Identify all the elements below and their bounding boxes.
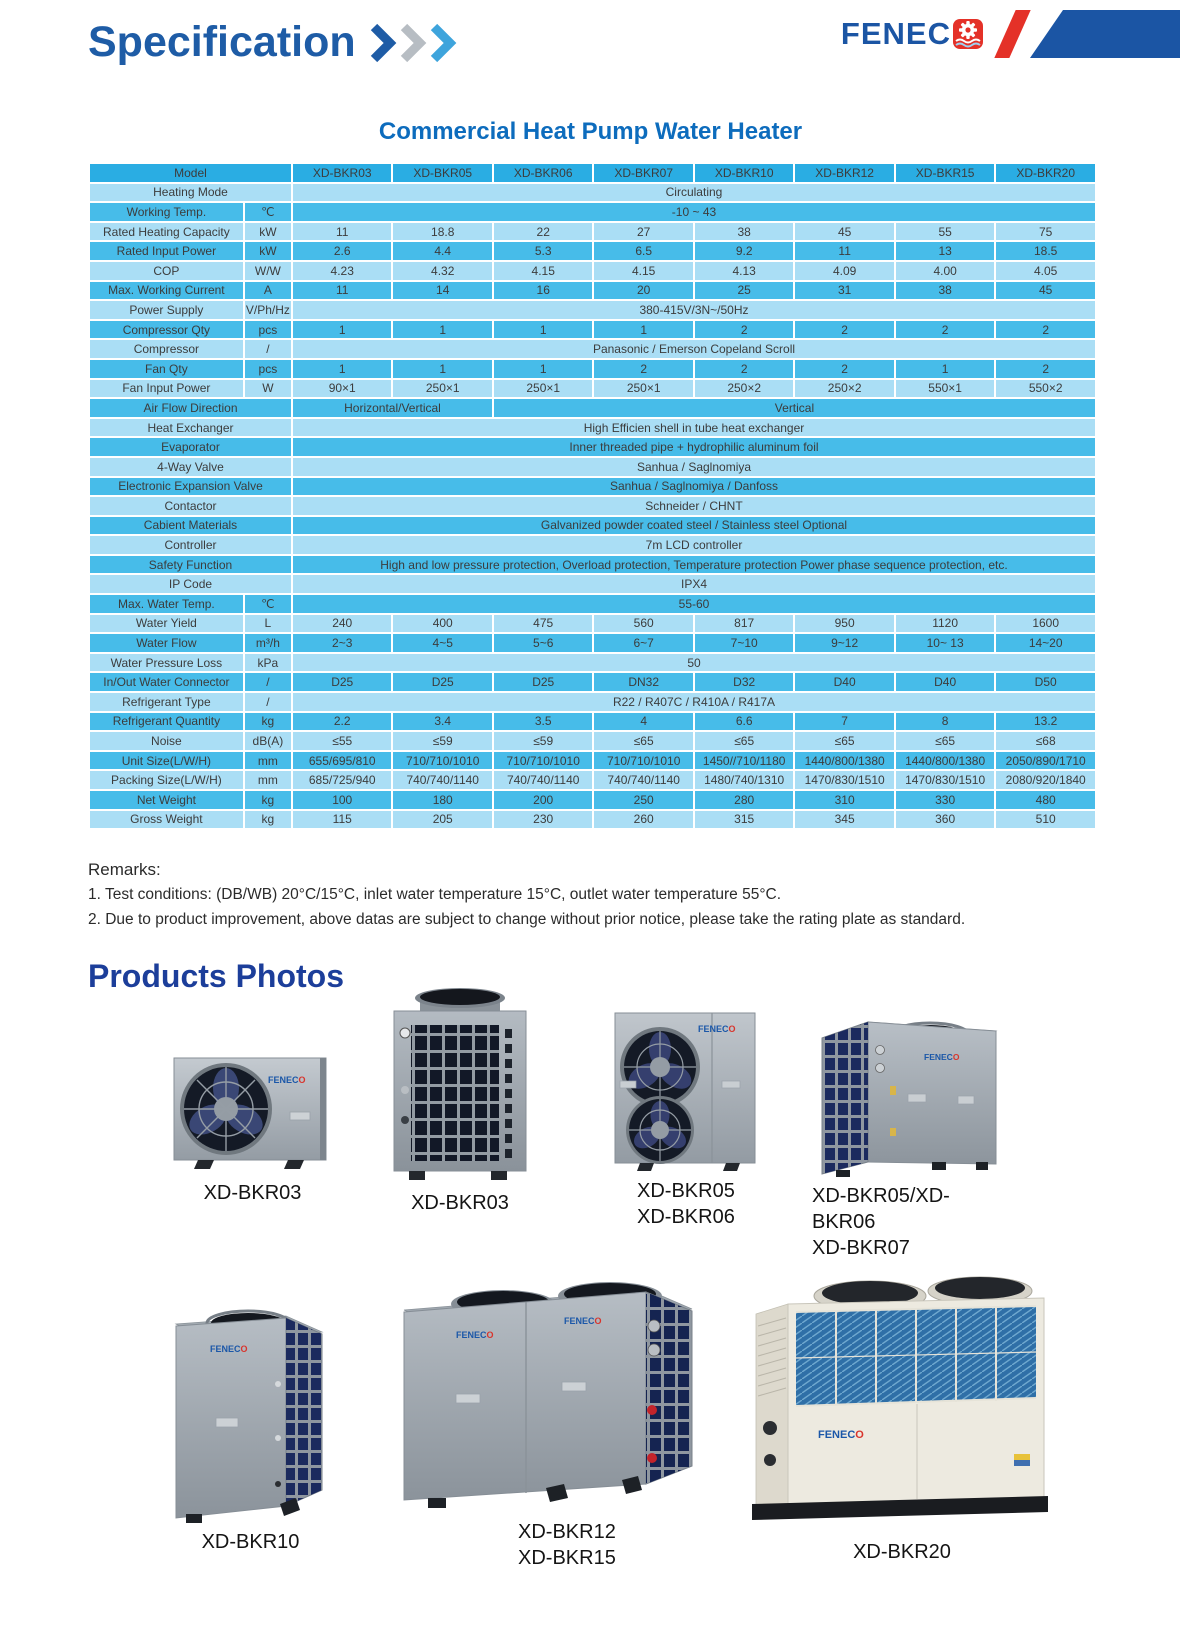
value-cell: ≤65: [896, 732, 994, 750]
value-cell: 510: [996, 811, 1095, 829]
photo-caption: XD-BKR10: [201, 1531, 300, 1553]
table-row: [90, 282, 1095, 300]
value-cell: D25: [393, 673, 491, 691]
value-cell: 1: [896, 360, 994, 378]
value-cell: 710/710/1010: [494, 752, 592, 770]
svg-text:FENECO: FENECO: [268, 1075, 306, 1085]
value-cell: 31: [795, 282, 893, 300]
value-cell: 90×1: [293, 380, 391, 398]
value-cell: 100: [293, 791, 391, 809]
value-cell: 240: [293, 615, 391, 633]
value-cell: 55-60: [293, 595, 1095, 613]
photo-caption: XD-BKR03: [411, 1192, 509, 1214]
value-cell: R22 / R407C / R410A / R417A: [293, 693, 1095, 711]
value-cell: 1: [293, 360, 391, 378]
product-photo-xd-bkr03-tower: [385, 985, 535, 1216]
photo-caption: XD-BKR20: [853, 1541, 951, 1563]
product-photo-xd-bkr10: [168, 1288, 333, 1555]
row-label: 4-Way Valve: [90, 458, 291, 476]
row-label: Fan Qty: [90, 360, 243, 378]
table-row: [90, 262, 1095, 280]
table-row: [90, 752, 1095, 770]
value-cell: 740/740/1140: [393, 771, 491, 789]
value-cell: D25: [494, 673, 592, 691]
row-label: Refrigerant Type: [90, 693, 243, 711]
value-cell: 11: [293, 282, 391, 300]
feneco-logo: [841, 8, 1180, 60]
table-row: [90, 438, 1095, 456]
value-cell: ≤59: [494, 732, 592, 750]
value-cell: 4.23: [293, 262, 391, 280]
value-cell: 250×2: [795, 380, 893, 398]
row-label: Max. Water Temp.: [90, 595, 243, 613]
value-cell: ≤65: [695, 732, 793, 750]
value-cell: 45: [996, 282, 1095, 300]
photo-caption: XD-BKR05/XD-BKR06 XD-BKR07: [812, 1185, 950, 1259]
value-cell: 9~12: [795, 634, 893, 652]
model-cell: XD-BKR10: [695, 164, 793, 182]
value-cell: ≤55: [293, 732, 391, 750]
value-cell: 710/710/1010: [594, 752, 692, 770]
value-cell: 2: [896, 321, 994, 339]
table-row: [90, 654, 1095, 672]
row-label: Electronic Expansion Valve: [90, 478, 291, 496]
heat-pump-illustration: [812, 998, 1002, 1178]
value-cell: 4.15: [594, 262, 692, 280]
value-cell: 4: [594, 713, 692, 731]
value-cell: 2: [996, 321, 1095, 339]
value-cell: 1600: [996, 615, 1095, 633]
value-cell: 9.2: [695, 242, 793, 260]
row-unit: ℃: [245, 595, 291, 613]
row-label: Refrigerant Quantity: [90, 713, 243, 731]
value-cell: 6~7: [594, 634, 692, 652]
value-cell: Schneider / CHNT: [293, 497, 1095, 515]
table-row: [90, 615, 1095, 633]
value-cell: 5.3: [494, 242, 592, 260]
row-unit: /: [245, 340, 291, 358]
logo-red-slash: [994, 10, 1030, 58]
row-unit: kPa: [245, 654, 291, 672]
value-cell: 310: [795, 791, 893, 809]
table-row: [90, 497, 1095, 515]
heat-pump-illustration: [385, 985, 535, 1185]
value-cell: 2.6: [293, 242, 391, 260]
value-cell: 4.32: [393, 262, 491, 280]
table-row: [90, 478, 1095, 496]
value-cell: 1120: [896, 615, 994, 633]
table-row: [90, 458, 1095, 476]
value-cell: 1480/740/1310: [695, 771, 793, 789]
table-row: [90, 340, 1095, 358]
value-cell: 4.4: [393, 242, 491, 260]
value-cell: 280: [695, 791, 793, 809]
row-label: In/Out Water Connector: [90, 673, 243, 691]
value-cell: 7m LCD controller: [293, 536, 1095, 554]
value-cell: 3.5: [494, 713, 592, 731]
value-cell: ≤65: [795, 732, 893, 750]
row-label: Fan Input Power: [90, 380, 243, 398]
value-cell: 250×2: [695, 380, 793, 398]
row-unit: ℃: [245, 203, 291, 221]
row-unit: pcs: [245, 321, 291, 339]
row-unit: pcs: [245, 360, 291, 378]
value-cell: 180: [393, 791, 491, 809]
value-cell: Inner threaded pipe + hydrophilic aluminum foil: [293, 438, 1095, 456]
svg-text:FENECO: FENECO: [924, 1052, 960, 1062]
value-cell: 205: [393, 811, 491, 829]
value-cell: 4~5: [393, 634, 491, 652]
svg-text:FENECO: FENECO: [818, 1429, 864, 1441]
logo-o-gear-icon: [953, 19, 983, 49]
row-label: Water Pressure Loss: [90, 654, 243, 672]
value-cell: 11: [293, 223, 391, 241]
table-row: [90, 811, 1095, 829]
heat-pump-illustration: [742, 1246, 1062, 1534]
remarks-title: Remarks:: [88, 860, 161, 879]
row-label: Compressor Qty: [90, 321, 243, 339]
table-row: [90, 556, 1095, 574]
row-unit: dB(A): [245, 732, 291, 750]
value-cell: 115: [293, 811, 391, 829]
value-cell: 38: [896, 282, 994, 300]
value-cell: 27: [594, 223, 692, 241]
value-cell: 475: [494, 615, 592, 633]
heat-pump-illustration: [168, 1288, 333, 1524]
row-unit: W/W: [245, 262, 291, 280]
value-cell: 550×2: [996, 380, 1095, 398]
table-row: [90, 575, 1095, 593]
value-cell: 817: [695, 615, 793, 633]
model-cell: XD-BKR15: [896, 164, 994, 182]
value-cell: 18.5: [996, 242, 1095, 260]
spec-table-body: [90, 164, 1095, 828]
value-cell: 345: [795, 811, 893, 829]
value-cell: IPX4: [293, 575, 1095, 593]
value-cell: 1: [494, 321, 592, 339]
value-cell: 1: [594, 321, 692, 339]
row-label: Max. Working Current: [90, 282, 243, 300]
remarks-line-2: 2. Due to product improvement, above datas are subject to change without prior notice, please take the rating plate as standard.: [88, 911, 966, 928]
product-photo-xd-bkr05-06: [610, 1003, 760, 1230]
value-cell: 16: [494, 282, 592, 300]
value-cell: Vertical: [494, 399, 1095, 417]
value-cell: 4.09: [795, 262, 893, 280]
value-cell: 6.6: [695, 713, 793, 731]
value-cell: 2: [695, 321, 793, 339]
value-cell: 1: [393, 321, 491, 339]
value-cell: 250×1: [393, 380, 491, 398]
value-cell: D25: [293, 673, 391, 691]
value-cell: 3.4: [393, 713, 491, 731]
table-row: [90, 536, 1095, 554]
model-cell: XD-BKR20: [996, 164, 1095, 182]
table-row: [90, 771, 1095, 789]
value-cell: 480: [996, 791, 1095, 809]
row-label: Water Yield: [90, 615, 243, 633]
value-cell: 685/725/940: [293, 771, 391, 789]
logo-blue-banner: [1030, 10, 1180, 58]
row-label: Heating Mode: [90, 184, 291, 202]
table-row: [90, 419, 1095, 437]
value-cell: 13: [896, 242, 994, 260]
heat-pump-illustration: [398, 1262, 703, 1514]
value-cell: 4.05: [996, 262, 1095, 280]
model-cell: XD-BKR03: [293, 164, 391, 182]
value-cell: 400: [393, 615, 491, 633]
table-row: [90, 673, 1095, 691]
value-cell: 18.8: [393, 223, 491, 241]
table-row: [90, 693, 1095, 711]
value-cell: 260: [594, 811, 692, 829]
row-label: Rated Heating Capacity: [90, 223, 243, 241]
row-label: Power Supply: [90, 301, 243, 319]
row-unit: kg: [245, 811, 291, 829]
row-label: Contactor: [90, 497, 291, 515]
value-cell: 7~10: [695, 634, 793, 652]
value-cell: 1: [393, 360, 491, 378]
value-cell: 8: [896, 713, 994, 731]
value-cell: 13.2: [996, 713, 1095, 731]
product-photo-xd-bkr12-15: [398, 1262, 703, 1571]
value-cell: 75: [996, 223, 1095, 241]
remarks-line-1: 1. Test conditions: (DB/WB) 20°C/15°C, inlet water temperature 15°C, outlet water temperature 55°C.: [88, 886, 782, 903]
row-unit: mm: [245, 771, 291, 789]
row-label: Packing Size(L/W/H): [90, 771, 243, 789]
value-cell: 14: [393, 282, 491, 300]
value-cell: 1: [494, 360, 592, 378]
row-label: Working Temp.: [90, 203, 243, 221]
value-cell: 6.5: [594, 242, 692, 260]
value-cell: 250×1: [594, 380, 692, 398]
row-unit: kg: [245, 713, 291, 731]
value-cell: -10 ~ 43: [293, 203, 1095, 221]
value-cell: D40: [795, 673, 893, 691]
value-cell: 2: [795, 321, 893, 339]
model-cell: XD-BKR07: [594, 164, 692, 182]
model-cell: XD-BKR12: [795, 164, 893, 182]
table-row: [90, 301, 1095, 319]
logo-wordmark: FENEC: [840, 16, 951, 51]
row-unit: W: [245, 380, 291, 398]
value-cell: 2: [695, 360, 793, 378]
row-label: Safety Function: [90, 556, 291, 574]
value-cell: 1470/830/1510: [795, 771, 893, 789]
value-cell: 250×1: [494, 380, 592, 398]
heat-pump-illustration: [170, 1050, 335, 1175]
value-cell: 200: [494, 791, 592, 809]
table-row: [90, 223, 1095, 241]
triple-chevron-icon: [370, 23, 466, 63]
value-cell: 950: [795, 615, 893, 633]
value-cell: D50: [996, 673, 1095, 691]
value-cell: ≤68: [996, 732, 1095, 750]
table-title: Commercial Heat Pump Water Heater: [378, 118, 803, 145]
value-cell: 4.13: [695, 262, 793, 280]
value-cell: 2: [594, 360, 692, 378]
value-cell: 380-415V/3N~/50Hz: [293, 301, 1095, 319]
value-cell: High and low pressure protection, Overload protection, Temperature protection Power phase sequence protection, etc.: [293, 556, 1095, 574]
value-cell: 230: [494, 811, 592, 829]
value-cell: D32: [695, 673, 793, 691]
model-cell: XD-BKR05: [393, 164, 491, 182]
value-cell: Sanhua / Saglnomiya / Danfoss: [293, 478, 1095, 496]
remarks-block: [88, 860, 965, 936]
value-cell: Panasonic / Emerson Copeland Scroll: [293, 340, 1095, 358]
products-heading: Products Photos: [88, 958, 345, 994]
row-label: Net Weight: [90, 791, 243, 809]
value-cell: 7: [795, 713, 893, 731]
value-cell: Circulating: [293, 184, 1095, 202]
value-cell: D40: [896, 673, 994, 691]
value-cell: 360: [896, 811, 994, 829]
page-heading: [88, 18, 466, 67]
table-row: [90, 732, 1095, 750]
row-unit: /: [245, 693, 291, 711]
svg-text:FENECO: FENECO: [564, 1316, 602, 1326]
table-row: [90, 595, 1095, 613]
value-cell: 11: [795, 242, 893, 260]
value-cell: 1470/830/1510: [896, 771, 994, 789]
value-cell: 10~ 13: [896, 634, 994, 652]
value-cell: 560: [594, 615, 692, 633]
value-cell: 25: [695, 282, 793, 300]
row-label: Compressor: [90, 340, 243, 358]
heat-pump-illustration: [610, 1003, 760, 1173]
value-cell: 250: [594, 791, 692, 809]
value-cell: Horizontal/Vertical: [293, 399, 492, 417]
value-cell: 2~3: [293, 634, 391, 652]
table-row: [90, 791, 1095, 809]
value-cell: 710/710/1010: [393, 752, 491, 770]
value-cell: 1440/800/1380: [795, 752, 893, 770]
value-cell: 22: [494, 223, 592, 241]
value-cell: 55: [896, 223, 994, 241]
table-row: [90, 203, 1095, 221]
row-label: Evaporator: [90, 438, 291, 456]
photo-caption: XD-BKR03: [203, 1182, 302, 1204]
table-row: [90, 321, 1095, 339]
value-cell: 45: [795, 223, 893, 241]
photo-caption: XD-BKR12 XD-BKR15: [518, 1521, 616, 1569]
row-label: Cabient Materials: [90, 517, 291, 535]
product-photo-xd-bkr20: [742, 1246, 1062, 1565]
row-label: Rated Input Power: [90, 242, 243, 260]
value-cell: 550×1: [896, 380, 994, 398]
value-cell: DN32: [594, 673, 692, 691]
table-row: [90, 184, 1095, 202]
row-unit: kW: [245, 242, 291, 260]
row-unit: /: [245, 673, 291, 691]
value-cell: Sanhua / Saglnomiya: [293, 458, 1095, 476]
value-cell: 740/740/1140: [594, 771, 692, 789]
value-cell: 4.00: [896, 262, 994, 280]
value-cell: 20: [594, 282, 692, 300]
row-label: Water Flow: [90, 634, 243, 652]
value-cell: 14~20: [996, 634, 1095, 652]
table-row: [90, 380, 1095, 398]
row-label: Model: [90, 164, 291, 182]
table-row: [90, 399, 1095, 417]
row-label: IP Code: [90, 575, 291, 593]
row-unit: kg: [245, 791, 291, 809]
value-cell: 2050/890/1710: [996, 752, 1095, 770]
row-unit: A: [245, 282, 291, 300]
table-row: [90, 713, 1095, 731]
value-cell: 4.15: [494, 262, 592, 280]
product-photo-xd-bkr03-side: [170, 1050, 335, 1206]
value-cell: 5~6: [494, 634, 592, 652]
row-unit: V/Ph/Hz: [245, 302, 290, 317]
spec-table: [88, 162, 1097, 830]
row-unit: L: [245, 615, 291, 633]
value-cell: 1450//710/1180: [695, 752, 793, 770]
row-label: Noise: [90, 732, 243, 750]
value-cell: ≤59: [393, 732, 491, 750]
row-label: Air Flow Direction: [90, 399, 291, 417]
value-cell: 50: [293, 654, 1095, 672]
row-label: COP: [90, 262, 243, 280]
row-unit: kW: [245, 223, 291, 241]
row-label: Unit Size(L/W/H): [90, 752, 243, 770]
row-label: Gross Weight: [90, 811, 243, 829]
table-row: [90, 517, 1095, 535]
value-cell: 38: [695, 223, 793, 241]
value-cell: 1440/800/1380: [896, 752, 994, 770]
value-cell: Galvanized powder coated steel / Stainless steel Optional: [293, 517, 1095, 535]
value-cell: 2: [996, 360, 1095, 378]
value-cell: 315: [695, 811, 793, 829]
table-row: [90, 634, 1095, 652]
photo-caption: XD-BKR05 XD-BKR06: [637, 1180, 735, 1228]
value-cell: 740/740/1140: [494, 771, 592, 789]
svg-text:FENECO: FENECO: [698, 1024, 736, 1034]
value-cell: 330: [896, 791, 994, 809]
table-row: [90, 360, 1095, 378]
value-cell: High Efficien shell in tube heat exchanger: [293, 419, 1095, 437]
page-title: Specification: [88, 18, 356, 66]
table-row: [90, 164, 1095, 182]
row-unit: m³/h: [245, 634, 291, 652]
table-row: [90, 242, 1095, 260]
value-cell: 655/695/810: [293, 752, 391, 770]
svg-text:FENECO: FENECO: [456, 1330, 494, 1340]
svg-text:FENECO: FENECO: [210, 1344, 248, 1354]
value-cell: 1: [293, 321, 391, 339]
value-cell: 2080/920/1840: [996, 771, 1095, 789]
product-photo-xd-bkr05-06-07: [812, 998, 1002, 1261]
value-cell: 2: [795, 360, 893, 378]
value-cell: ≤65: [594, 732, 692, 750]
model-cell: XD-BKR06: [494, 164, 592, 182]
row-label: Controller: [90, 536, 291, 554]
row-unit: mm: [245, 752, 291, 770]
row-label: Heat Exchanger: [90, 419, 291, 437]
value-cell: 2.2: [293, 713, 391, 731]
